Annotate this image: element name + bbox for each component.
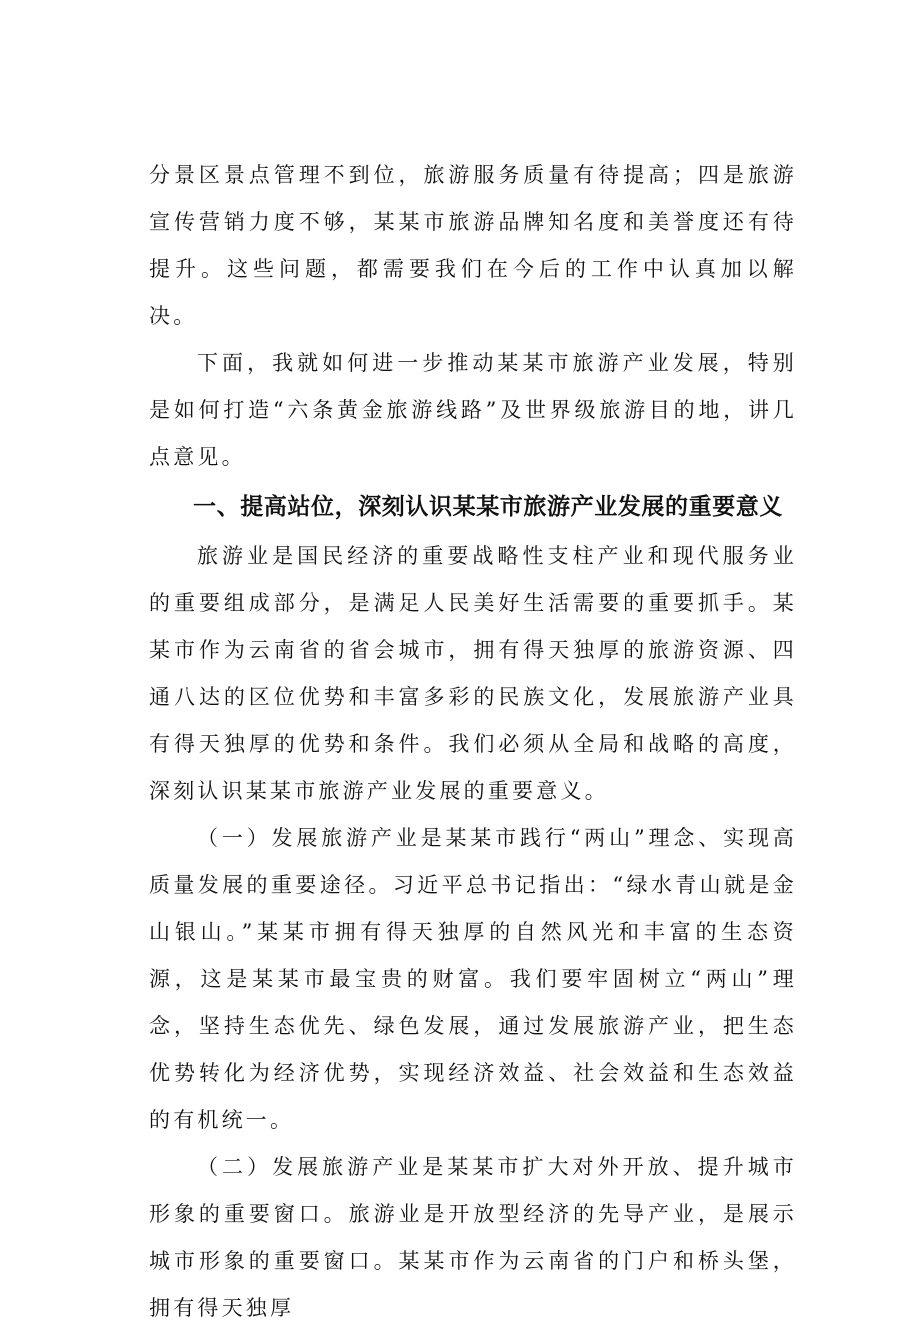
paragraph-section-intro: 旅游业是国民经济的重要战略性支柱产业和现代服务业的重要组成部分，是满足人民美好生活需要的重要抓手。某某市作为云南省的省会城市，拥有得天独厚的旅游资源、四通八达的区位优势和丰富多彩的民族文化，发展旅游产业具有得天独厚的优势和条件。我们必须从全局和战略的高度，深刻认识某某市旅游产业发展的重要意义。 [149, 544, 797, 803]
paragraph-point-two: （二）发展旅游产业是某某市扩大对外开放、提升城市形象的重要窗口。旅游业是开放型经济的先导产业，是展示城市形象的重要窗口。某某市作为云南省的门户和桥头堡，拥有得天独厚 [149, 1155, 797, 1320]
section-heading: 一、提高站位，深刻认识某某市旅游产业发展的重要意义 [193, 494, 783, 520]
document-body [149, 152, 797, 1332]
paragraph-point-one: （一）发展旅游产业是某某市践行“两山”理念、实现高质量发展的重要途径。习近平总书记指出：“绿水青山就是金山银山。”某某市拥有得天独厚的自然风光和丰富的生态资源，这是某某市最宝贵的财富。我们要牢固树立“两山”理念，坚持生态优先、绿色发展，通过发展旅游产业，把生态优势转化为经济优势，实现经济效益、社会效益和生态效益的有机统一。 [149, 826, 797, 1132]
paragraph-continuation: 分景区景点管理不到位，旅游服务质量有待提高；四是旅游宣传营销力度不够，某某市旅游品牌知名度和美誉度还有待提升。这些问题，都需要我们在今后的工作中认真加以解决。 [149, 163, 797, 328]
paragraph-intro: 下面，我就如何进一步推动某某市旅游产业发展，特别是如何打造“六条黄金旅游线路”及世界级旅游目的地，讲几点意见。 [149, 351, 797, 469]
